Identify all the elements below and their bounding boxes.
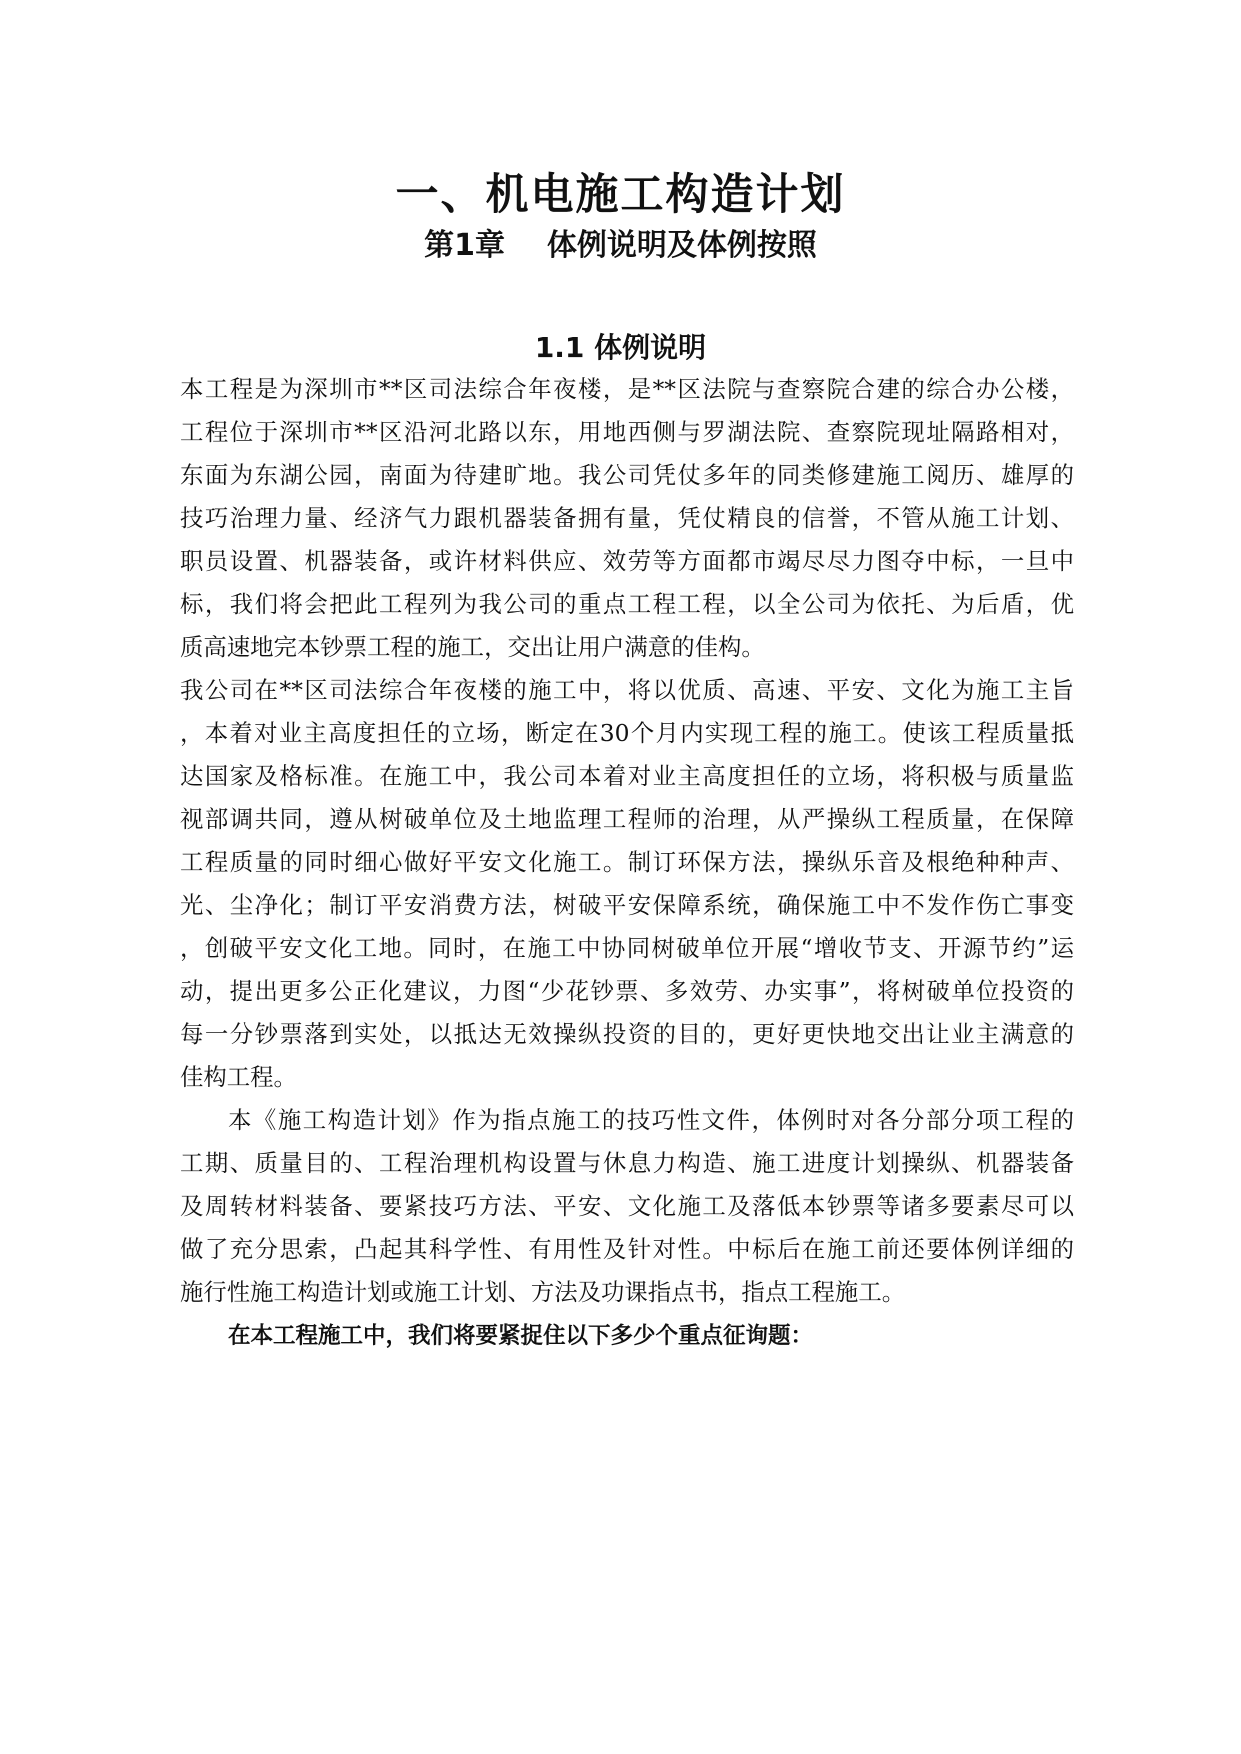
body-line: 光、尘净化；制订平安消费方法，树破平安保障系统，确保施工中不发作伤亡事变 bbox=[180, 891, 1074, 919]
body-line: 及周转材料装备、要紧技巧方法、平安、文化施工及落低本钞票等诸多要素尽可以 bbox=[180, 1192, 1074, 1220]
body-line: 工程位于深圳市**区沿河北路以东，用地西侧与罗湖法院、查察院现址隔路相对， bbox=[180, 418, 1074, 446]
main-title: 一、机电施工构造计划 bbox=[395, 170, 846, 220]
body-line: 技巧治理力量、经济气力跟机器装备拥有量，凭仗精良的信誉，不管从施工计划、 bbox=[180, 504, 1074, 532]
key-points-heading: 在本工程施工中，我们将要紧捉住以下多少个重点征询题： bbox=[228, 1323, 814, 1349]
body-line: 动，提出更多公正化建议，力图“少花钞票、多效劳、办实事”，将树破单位投资的 bbox=[180, 977, 1074, 1005]
body-line: 本《施工构造计划》作为指点施工的技巧性文件，体例时对各分部分项工程的 bbox=[228, 1106, 1074, 1134]
body-line: 达国家及格标准。在施工中，我公司本着对业主高度担任的立场，将积极与质量监 bbox=[180, 762, 1074, 790]
body-line: 施行性施工构造计划或施工计划、方法及功课指点书，指点工程施工。 bbox=[180, 1278, 906, 1306]
body-line: 佳构工程。 bbox=[180, 1063, 297, 1091]
body-line: 东面为东湖公园，南面为待建旷地。我公司凭仗多年的同类修建施工阅历、雄厚的 bbox=[180, 461, 1074, 489]
chapter-title: 第1章 体例说明及体例按照 bbox=[424, 228, 817, 263]
body-line: 质高速地完本钞票工程的施工，交出让用户满意的佳构。 bbox=[180, 633, 765, 661]
body-line: 工程质量的同时细心做好平安文化施工。制订环保方法，操纵乐音及根绝种种声、 bbox=[180, 848, 1074, 876]
body-line: ，创破平安文化工地。同时，在施工中协同树破单位开展“增收节支、开源节约”运 bbox=[180, 934, 1074, 962]
body-line: 我公司在**区司法综合年夜楼的施工中，将以优质、高速、平安、文化为施工主旨 bbox=[180, 676, 1074, 704]
body-line: 工期、质量目的、工程治理机构设置与休息力构造、施工进度计划操纵、机器装备 bbox=[180, 1149, 1074, 1177]
body-line: 本工程是为深圳市**区司法综合年夜楼，是**区法院与查察院合建的综合办公楼， bbox=[180, 375, 1074, 403]
body-line: 每一分钞票落到实处，以抵达无效操纵投资的目的，更好更快地交出让业主满意的 bbox=[180, 1020, 1074, 1048]
body-line: 视部调共同，遵从树破单位及土地监理工程师的治理，从严操纵工程质量，在保障 bbox=[180, 805, 1074, 833]
section-title: 1.1 体例说明 bbox=[534, 331, 707, 364]
body-line: 标，我们将会把此工程列为我公司的重点工程工程，以全公司为依托、为后盾，优 bbox=[180, 590, 1074, 618]
body-line: 做了充分思索，凸起其科学性、有用性及针对性。中标后在施工前还要体例详细的 bbox=[180, 1235, 1074, 1263]
body-line: ，本着对业主高度担任的立场，断定在30个月内实现工程的施工。使该工程质量抵 bbox=[180, 719, 1074, 747]
body-line: 职员设置、机器装备，或许材料供应、效劳等方面都市竭尽尽力图夺中标，一旦中 bbox=[180, 547, 1074, 575]
